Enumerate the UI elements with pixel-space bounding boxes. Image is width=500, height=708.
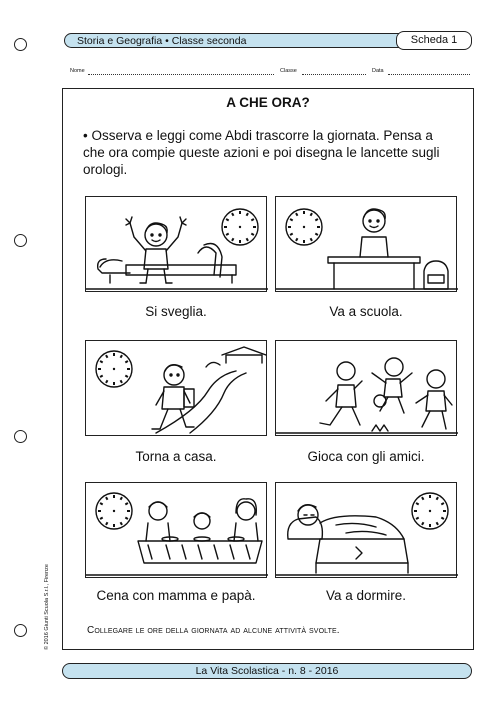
date-field[interactable] <box>388 74 470 75</box>
caption-wake-up: Si sveglia. <box>145 304 207 319</box>
binder-hole-3 <box>14 430 27 443</box>
worksheet-frame <box>62 88 474 650</box>
clock-icon <box>286 209 322 245</box>
copyright: © 2016 Giunti Scuola S.r.l., Firenze <box>44 564 50 650</box>
date-label: Data <box>372 68 384 74</box>
panel-wake-up <box>85 196 267 292</box>
panel-play <box>275 340 457 436</box>
wake-up-scene-icon <box>86 197 268 293</box>
name-label: Nome <box>70 68 85 74</box>
footer-note: Collegare le ore della giornata ad alcune attività svolte. <box>87 625 340 636</box>
sheet-badge: Scheda 1 <box>396 31 472 50</box>
panel-school <box>275 196 457 292</box>
clock-icon <box>96 493 132 529</box>
name-field[interactable] <box>88 74 274 75</box>
clock-icon <box>96 351 132 387</box>
binder-hole-1 <box>14 38 27 51</box>
class-field[interactable] <box>302 74 366 75</box>
caption-dinner: Cena con mamma e papà. <box>96 588 256 603</box>
clock-icon <box>222 209 258 245</box>
class-label: Classe <box>280 68 297 74</box>
worksheet-title: A CHE ORA? <box>226 95 310 110</box>
caption-home: Torna a casa. <box>135 449 217 464</box>
header-title: Storia e Geografia • Classe seconda <box>77 35 247 47</box>
playing-friends-scene-icon <box>276 341 458 437</box>
walking-home-scene-icon <box>86 341 268 437</box>
school-desk-scene-icon <box>276 197 458 293</box>
panel-home <box>85 340 267 436</box>
header-bar <box>64 33 472 48</box>
caption-school: Va a scuola. <box>329 304 403 319</box>
clock-icon <box>412 493 448 529</box>
panel-sleep <box>275 482 457 578</box>
caption-sleep: Va a dormire. <box>325 588 407 603</box>
instructions: • Osserva e leggi come Abdi trascorre la giornata. Pensa a che ora compie queste azioni e poi disegna le lancette sugli orologi. <box>83 128 440 177</box>
footer-bar: La Vita Scolastica - n. 8 - 2016 <box>62 663 472 679</box>
caption-play: Gioca con gli amici. <box>307 449 425 464</box>
binder-hole-2 <box>14 234 27 247</box>
family-dinner-scene-icon <box>86 483 268 579</box>
binder-hole-4 <box>14 624 27 637</box>
panel-dinner <box>85 482 267 578</box>
sleeping-scene-icon <box>276 483 458 579</box>
